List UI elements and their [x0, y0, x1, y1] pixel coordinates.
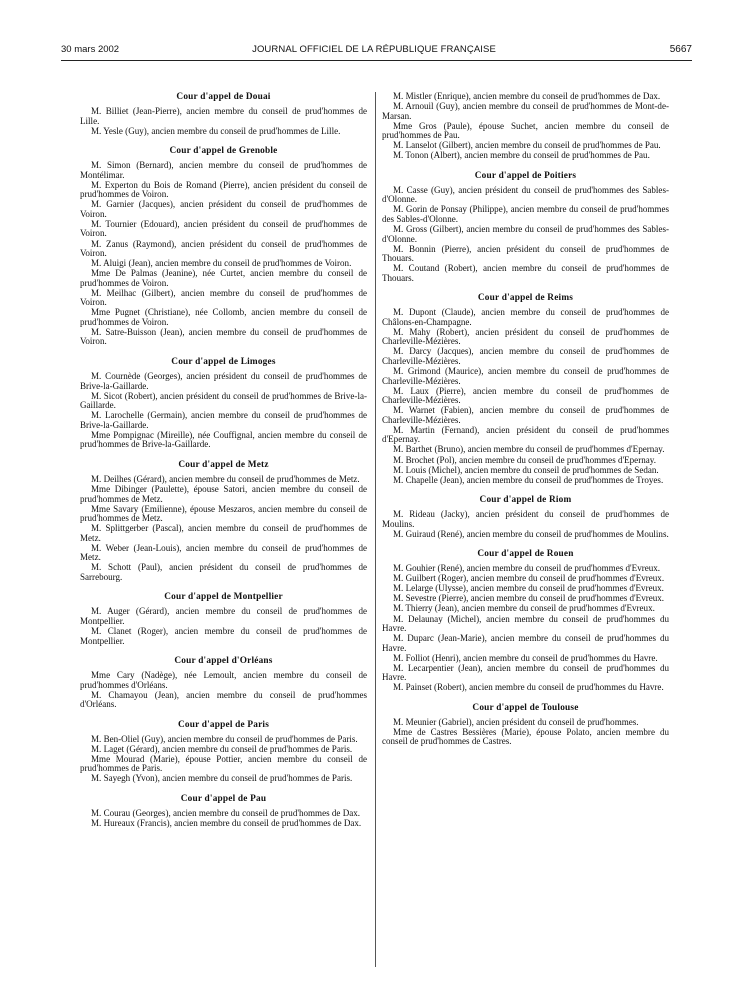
header-rule [61, 60, 692, 61]
entry-paragraph: M. Simon (Bernard), ancien membre du conseil de prud'hommes de Montélimar. [80, 160, 367, 180]
entry-paragraph: M. Brochet (Pol), ancien membre du conseil de prud'hommes d'Epernay. [393, 454, 656, 465]
entry-paragraph: M. Billiet (Jean-Pierre), ancien membre du conseil de prud'hommes de Lille. [80, 106, 367, 126]
section-heading: Cour d'appel de Paris [177, 719, 270, 730]
section-heading: Cour d'appel de Douai [176, 92, 271, 102]
entry-paragraph: Mme De Palmas (Jeanine), née Curtet, ancien membre du conseil de prud'hommes de Voiron. [80, 268, 367, 288]
entry-paragraph: M. Gross (Gilbert), ancien membre du conseil de prud'hommes des Sables-d'Olonne. [382, 224, 669, 244]
entry-paragraph: M. Hureaux (Francis), ancien membre du conseil de prud'hommes de Dax. [91, 818, 362, 829]
entry-paragraph: Mme Pugnet (Christiane), née Collomb, ancien membre du conseil de prud'hommes de Voiron. [80, 307, 367, 327]
court-section [382, 293, 669, 485]
court-section [80, 656, 367, 710]
column-divider [375, 92, 376, 967]
entry-paragraph: M. Aluigi (Jean), ancien membre du conseil de prud'hommes de Voiron. [91, 258, 352, 269]
entry-paragraph: M. Meilhac (Gilbert), ancien membre du conseil de prud'hommes de Voiron. [80, 287, 367, 308]
entry-paragraph: M. Chamayou (Jean), ancien membre du conseil de prud'hommes d'Orléans. [80, 689, 367, 710]
page-number: 5667 [669, 44, 692, 55]
entry-paragraph: M. Chapelle (Jean), ancien membre du conseil de prud'hommes de Troyes. [393, 474, 664, 485]
entry-paragraph: M. Guiraud (René), ancien membre du conseil de prud'hommes de Moulins. [393, 528, 669, 539]
court-section [80, 592, 367, 646]
entry-paragraph: M. Gorin de Ponsay (Philippe), ancien membre du conseil de prud'hommes des Sables-d'Olonne. [382, 204, 669, 224]
entry-paragraph: Mme Dibinger (Paulette), épouse Satori, ancien membre du conseil de prud'hommes de Metz. [80, 483, 367, 504]
entry-paragraph: M. Coutand (Robert), ancien membre du conseil de prud'hommes de Thouars. [382, 263, 669, 283]
entry-paragraph: M. Larochelle (Germain), ancien membre du conseil de prud'hommes de Brive-la-Gaillarde. [80, 410, 367, 430]
entry-paragraph: Mme Cary (Nadège), née Lemoult, ancien membre du conseil de prud'hommes d'Orléans. [80, 670, 367, 690]
entry-paragraph: M. Martin (Fernand), ancien président du conseil de prud'hommes d'Epernay. [382, 424, 669, 445]
section-heading: Cour d'appel de Reims [477, 293, 574, 304]
entry-paragraph: M. Guilbert (Roger), ancien membre du conseil de prud'hommes d'Evreux. [393, 573, 665, 584]
entry-paragraph: M. Arnouil (Guy), ancien membre du conseil de prud'hommes de Mont-de-Marsan. [382, 101, 669, 121]
entry-paragraph: M. Casse (Guy), ancien président du conseil de prud'hommes des Sables-d'Olonne. [382, 184, 669, 205]
entry-paragraph: Mme Mourad (Marie), épouse Pottier, ancien membre du conseil de prud'hommes de Paris. [80, 753, 367, 774]
header-date: 30 mars 2002 [61, 44, 120, 55]
entry-paragraph: M. Louis (Michel), ancien membre du conseil de prud'hommes de Sedan. [393, 464, 659, 475]
page-header [0, 44, 748, 58]
court-section [80, 146, 367, 347]
entry-paragraph: M. Dupont (Claude), ancien membre du conseil de prud'hommes de Châlons-en-Champagne. [382, 307, 669, 327]
entry-paragraph: Mme Savary (Emilienne), épouse Meszaros, ancien membre du conseil de prud'hommes de Metz. [80, 503, 367, 524]
section-heading: Cour d'appel d'Orléans [174, 656, 273, 667]
entry-paragraph: M. Lelarge (Ulysse), ancien membre du conseil de prud'hommes d'Evreux. [393, 583, 664, 594]
entry-paragraph: Mme Gros (Paule), épouse Suchet, ancien membre du conseil de prud'hommes de Pau. [382, 120, 669, 141]
section-heading: Cour d'appel de Toulouse [472, 702, 579, 713]
entry-paragraph: M. Gouhier (René), ancien membre du conseil de prud'hommes d'Evreux. [393, 563, 661, 574]
entry-paragraph: M. Sevestre (Pierre), ancien membre du conseil de prud'hommes d'Evreux. [393, 593, 665, 604]
section-heading: Cour d'appel de Riom [479, 495, 572, 506]
entry-paragraph: M. Clanet (Roger), ancien membre du conseil de prud'hommes de Montpellier. [80, 626, 367, 646]
entry-paragraph: M. Grimond (Maurice), ancien membre du conseil de prud'hommes de Charleville-Mézières. [382, 366, 669, 386]
entry-paragraph: M. Garnier (Jacques), ancien président du conseil de prud'hommes de Voiron. [80, 199, 367, 219]
entry-paragraph: M. Lanselot (Gilbert), ancien membre du conseil de prud'hommes de Pau. [393, 140, 661, 151]
court-section [80, 357, 367, 450]
entry-paragraph: M. Thierry (Jean), ancien membre du conseil de prud'hommes d'Evreux. [393, 603, 655, 614]
entry-paragraph: M. Warnet (Fabien), ancien membre du conseil de prud'hommes de Charleville-Mézières. [382, 405, 669, 425]
entry-paragraph: M. Experton du Bois de Romand (Pierre), ancien président du conseil de prud'hommes de Voiron. [80, 179, 367, 200]
court-section [80, 92, 367, 136]
entry-paragraph: M. Mahy (Robert), ancien président du conseil de prud'hommes de Charleville-Mézières. [382, 326, 669, 347]
section-heading: Cour d'appel de Limoges [171, 357, 276, 368]
entry-paragraph: M. Barthet (Bruno), ancien membre du conseil de prud'hommes d'Epernay. [393, 444, 665, 455]
entry-paragraph: M. Cournède (Georges), ancien président du conseil de prud'hommes de Brive-la-Gaillarde. [80, 371, 367, 391]
entry-paragraph: M. Courau (Georges), ancien membre du conseil de prud'hommes de Dax. [91, 808, 361, 819]
section-heading: Cour d'appel de Rouen [477, 549, 574, 560]
entry-paragraph: M. Darcy (Jacques), ancien membre du conseil de prud'hommes de Charleville-Mézières. [382, 346, 669, 367]
entry-paragraph: M. Satre-Buisson (Jean), ancien membre du conseil de prud'hommes de Voiron. [80, 326, 367, 347]
entry-paragraph: M. Sayegh (Yvon), ancien membre du conseil de prud'hommes de Paris. [91, 773, 353, 784]
left-column [80, 92, 367, 839]
right-column [382, 92, 669, 757]
court-section [382, 703, 669, 747]
entry-paragraph: M. Deilhes (Gérard), ancien membre du conseil de prud'hommes de Metz. [91, 473, 360, 484]
entry-paragraph: M. Schott (Paul), ancien président du conseil de prud'hommes de Sarrebourg. [80, 562, 367, 582]
entry-paragraph: M. Sicot (Robert), ancien président du conseil de prud'hommes de Brive-la-Gaillarde. [80, 390, 367, 411]
entry-paragraph: M. Tournier (Edouard), ancien président du conseil de prud'hommes de Voiron. [80, 218, 367, 239]
entry-paragraph: M. Rideau (Jacky), ancien président du conseil de prud'hommes de Moulins. [382, 509, 669, 529]
section-heading: Cour d'appel de Poitiers [474, 170, 577, 181]
entry-paragraph: M. Weber (Jean-Louis), ancien membre du conseil de prud'hommes de Metz. [80, 542, 367, 563]
entry-paragraph: M. Ben-Oliel (Guy), ancien membre du conseil de prud'hommes de Paris. [91, 733, 358, 744]
court-section [382, 92, 669, 161]
entry-paragraph: M. Lecarpentier (Jean), ancien membre du conseil de prud'hommes du Havre. [382, 662, 669, 683]
entry-paragraph: M. Yesle (Guy), ancien membre du conseil de prud'hommes de Lille. [91, 125, 341, 136]
court-section [382, 549, 669, 693]
entry-paragraph: M. Laget (Gérard), ancien membre du conseil de prud'hommes de Paris. [91, 743, 353, 754]
entry-paragraph: M. Meunier (Gabriel), ancien président du conseil de prud'hommes. [393, 716, 639, 727]
entry-paragraph: M. Delaunay (Michel), ancien membre du conseil de prud'hommes du Havre. [382, 613, 669, 634]
section-heading: Cour d'appel de Montpellier [164, 592, 283, 603]
entry-paragraph: M. Auger (Gérard), ancien membre du conseil de prud'hommes de Montpellier. [80, 606, 367, 626]
court-section [80, 720, 367, 784]
entry-paragraph: M. Splittgerber (Pascal), ancien membre du conseil de prud'hommes de Metz. [80, 523, 367, 543]
journal-title: JOURNAL OFFICIEL DE LA RÉPUBLIQUE FRANÇAISE [252, 44, 496, 55]
entry-paragraph: M. Tonon (Albert), ancien membre du conseil de prud'hommes de Pau. [393, 150, 650, 161]
court-section [80, 794, 367, 829]
entry-paragraph: Mme de Castres Bessières (Marie), épouse Polato, ancien membre du conseil de prud'hommes de Castres. [382, 726, 669, 747]
entry-paragraph: Mme Pompignac (Mireille), née Couffignal, ancien membre du conseil de prud'hommes de Brive-la-Gaillarde. [80, 429, 367, 450]
section-heading: Cour d'appel de Metz [178, 459, 269, 470]
section-heading: Cour d'appel de Pau [180, 794, 267, 805]
section-heading: Cour d'appel de Grenoble [169, 146, 278, 157]
entry-paragraph: M. Laux (Pierre), ancien membre du conseil de prud'hommes de Charleville-Mézières. [382, 385, 669, 406]
entry-paragraph: M. Mistler (Enrique), ancien membre du conseil de prud'hommes de Dax. [393, 91, 661, 101]
entry-paragraph: M. Painset (Robert), ancien membre du conseil de prud'hommes du Havre. [393, 682, 664, 693]
entry-paragraph: M. Bonnin (Pierre), ancien président du conseil de prud'hommes de Thouars. [382, 243, 669, 264]
court-section [382, 495, 669, 539]
court-section [80, 460, 367, 583]
entry-paragraph: M. Zanus (Raymond), ancien président du conseil de prud'hommes de Voiron. [80, 238, 367, 259]
entry-paragraph: M. Duparc (Jean-Marie), ancien membre du conseil de prud'hommes du Havre. [382, 633, 669, 653]
court-section [382, 171, 669, 283]
entry-paragraph: M. Folliot (Henri), ancien membre du conseil de prud'hommes du Havre. [393, 652, 658, 663]
